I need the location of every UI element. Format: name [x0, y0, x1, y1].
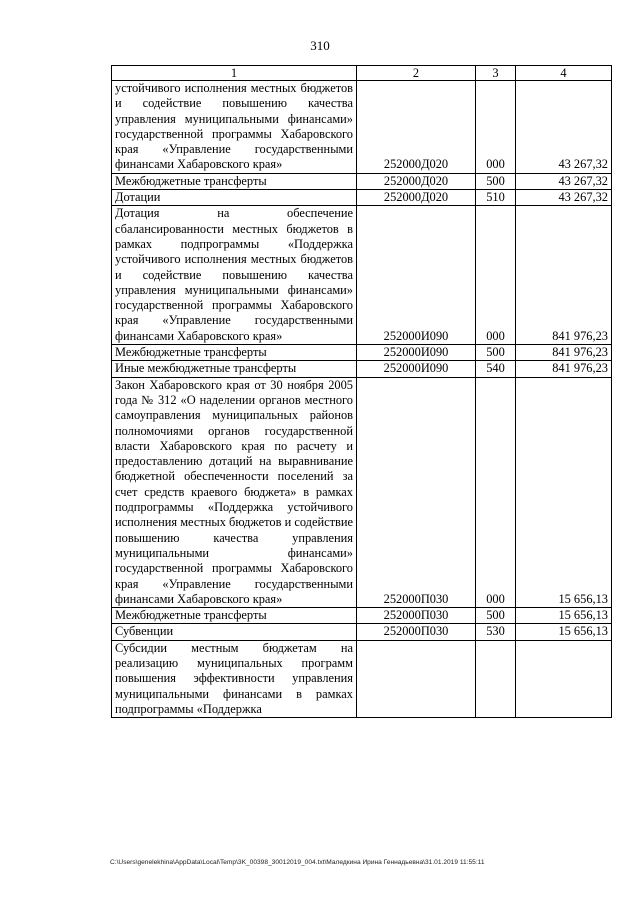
row-description: устойчивого исполнения местных бюджетов и содействие повышению качества управления муниципальными финансами» государственной программы Хабаровского края «Управление государственными финансами Хабаровского края»: [112, 81, 357, 174]
row-description: Закон Хабаровского края от 30 ноября 2005 года № 312 «О наделении органов местного самоуправления муниципальных районов полномочиями органов государственной власти Хабаровского края по расчету и предоставлению дотаций на выравнивание бюджетной обеспеченности поселений за счет средств краевого бюджета» в рамках подпрограммы «Поддержка устойчивого исполнения местных бюджетов и содействие повышению качества управления муниципальными финансами» государственной программы Хабаровского края «Управление государственными финансами Хабаровского края»: [112, 377, 357, 607]
table-row: [112, 345, 612, 361]
table-row: [112, 608, 612, 624]
amount-value: 841 976,23: [516, 206, 612, 345]
column-header: 1: [112, 66, 357, 81]
file-path-footer: C:\Users\genelekhina\AppData\Local\Temp\3K_00398_30012019_004.txt\Маледкина Ирина Геннадьевна\31.01.2019 11:55:11: [110, 859, 485, 866]
amount-value: 841 976,23: [516, 361, 612, 377]
target-article-code: 252000П030: [357, 377, 476, 607]
column-header: 3: [476, 66, 516, 81]
amount-value: 43 267,32: [516, 173, 612, 189]
table-row: [112, 377, 612, 607]
target-article-code: 252000И090: [357, 345, 476, 361]
table-row: [112, 624, 612, 640]
amount-value: 43 267,32: [516, 81, 612, 174]
amount-value: 841 976,23: [516, 345, 612, 361]
amount-value: 15 656,13: [516, 377, 612, 607]
expense-type-code: 540: [476, 361, 516, 377]
target-article-code: 252000Д020: [357, 81, 476, 174]
row-description: Субсидии местным бюджетам на реализацию муниципальных программ повышения эффективности управления муниципальными финансами в рамках подпрограммы «Поддержка: [112, 640, 357, 717]
expense-type-code: 000: [476, 377, 516, 607]
column-header: 2: [357, 66, 476, 81]
target-article-code: 252000И090: [357, 206, 476, 345]
row-description: Дотации: [112, 190, 357, 206]
table-row: [112, 640, 612, 717]
expense-type-code: 530: [476, 624, 516, 640]
row-description: Дотация на обеспечение сбалансированности местных бюджетов в рамках подпрограммы «Поддержка устойчивого исполнения местных бюджетов и содействие повышению качества управления муниципальными финансами» государственной программы Хабаровского края «Управление государственными финансами Хабаровского края»: [112, 206, 357, 345]
table-row: [112, 361, 612, 377]
target-article-code: 252000П030: [357, 608, 476, 624]
expense-type-code: 000: [476, 206, 516, 345]
target-article-code: 252000Д020: [357, 190, 476, 206]
budget-table: [111, 65, 612, 718]
amount-value: [516, 640, 612, 717]
expense-type-code: 000: [476, 81, 516, 174]
expense-type-code: 510: [476, 190, 516, 206]
amount-value: 15 656,13: [516, 624, 612, 640]
target-article-code: 252000П030: [357, 624, 476, 640]
expense-type-code: 500: [476, 608, 516, 624]
expense-type-code: 500: [476, 345, 516, 361]
row-description: Межбюджетные трансферты: [112, 608, 357, 624]
row-description: Субвенции: [112, 624, 357, 640]
row-description: Межбюджетные трансферты: [112, 345, 357, 361]
table-row: [112, 206, 612, 345]
page-number: 310: [310, 38, 330, 53]
table-row: [112, 173, 612, 189]
row-description: Межбюджетные трансферты: [112, 173, 357, 189]
table-row: [112, 190, 612, 206]
expense-type-code: 500: [476, 173, 516, 189]
expense-type-code: [476, 640, 516, 717]
amount-value: 15 656,13: [516, 608, 612, 624]
table-row: [112, 81, 612, 174]
column-header: 4: [516, 66, 612, 81]
row-description: Иные межбюджетные трансферты: [112, 361, 357, 377]
target-article-code: [357, 640, 476, 717]
target-article-code: 252000Д020: [357, 173, 476, 189]
table-header-row: [112, 66, 612, 81]
target-article-code: 252000И090: [357, 361, 476, 377]
amount-value: 43 267,32: [516, 190, 612, 206]
